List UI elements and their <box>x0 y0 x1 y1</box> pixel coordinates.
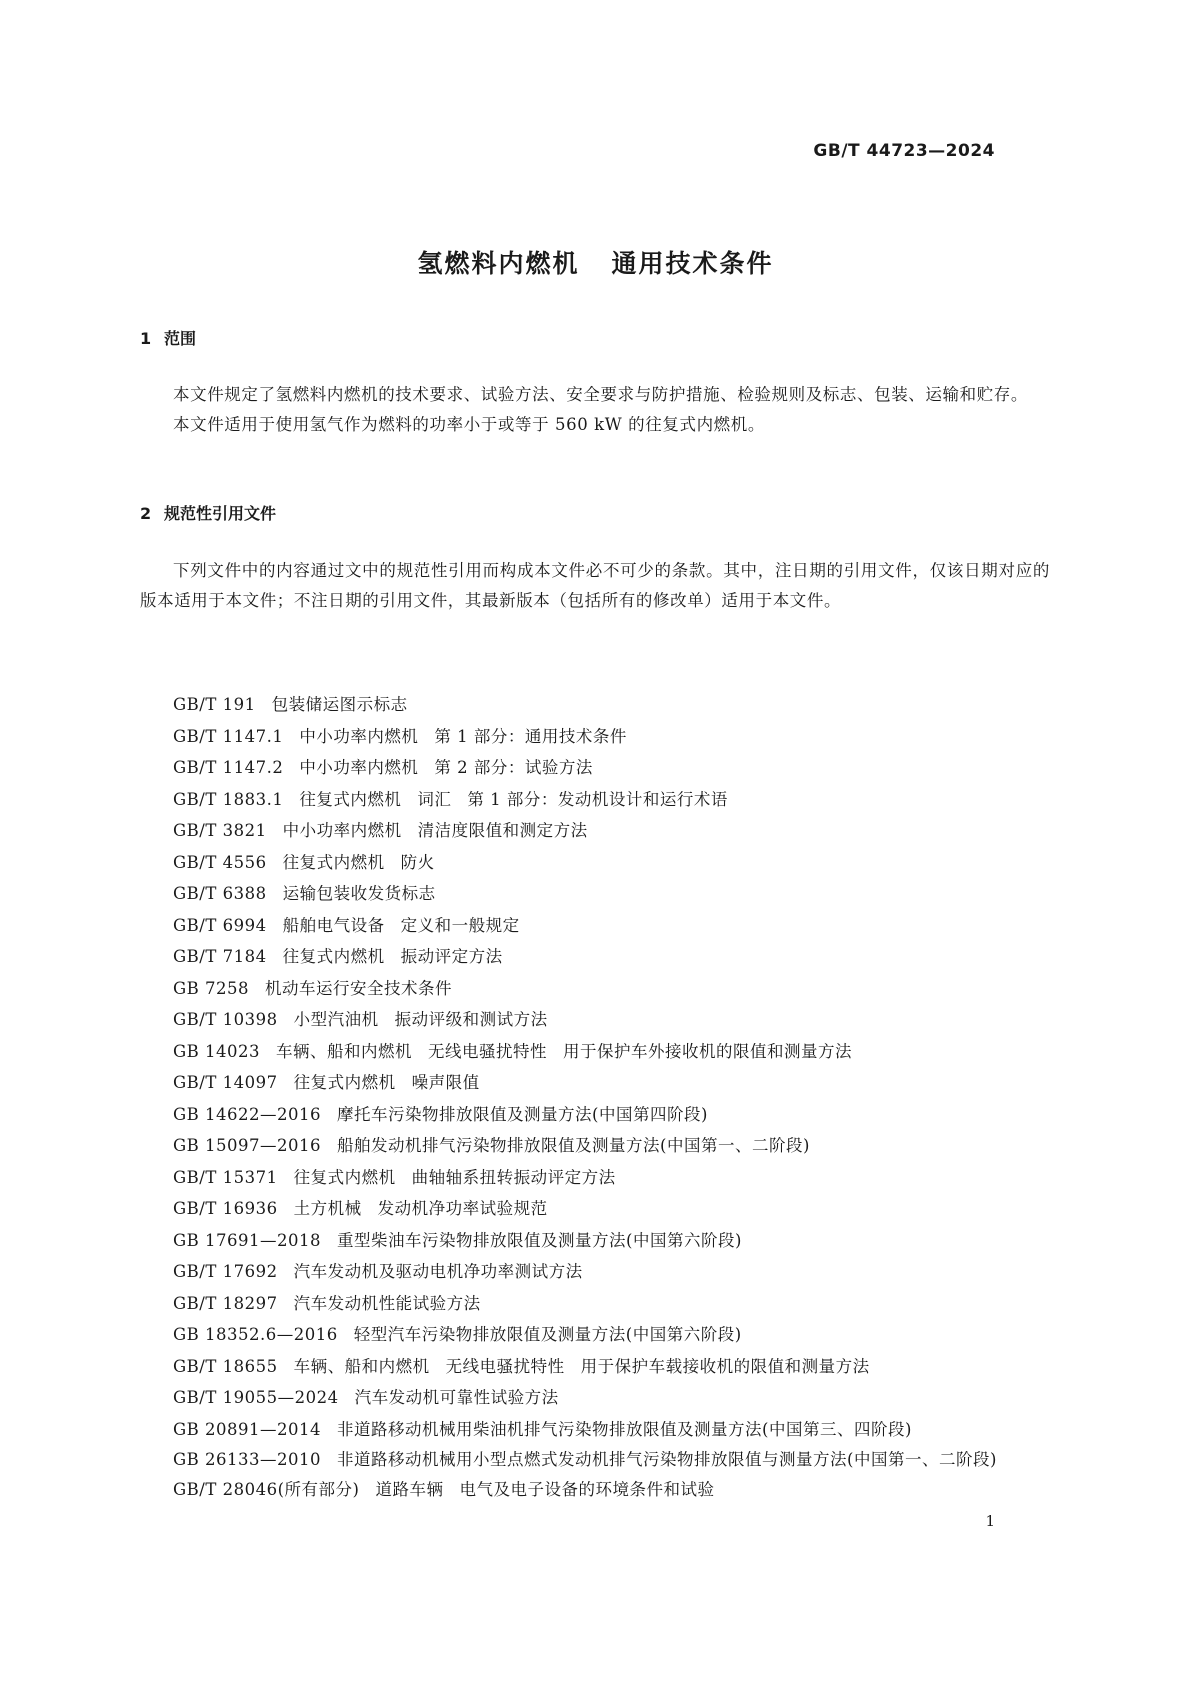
reference-title-part: 中小功率内燃机 <box>299 726 419 746</box>
reference-title-part: 汽车发动机及驱动电机净功率测试方法 <box>293 1262 583 1281</box>
reference-title-part: 中小功率内燃机 <box>299 758 419 777</box>
section-1-heading <box>140 326 196 349</box>
reference-code: GB/T 19055—2024 <box>173 1388 339 1407</box>
reference-code: GB 7258 <box>173 978 250 998</box>
reference-item <box>140 721 1050 753</box>
reference-code: GB/T 28046(所有部分) <box>173 1480 360 1499</box>
reference-code: GB/T 3821 <box>173 821 267 840</box>
reference-item <box>140 910 1050 942</box>
reference-code: GB 20891—2014 <box>173 1419 322 1439</box>
document-title <box>0 244 1191 280</box>
reference-title-part: 船舶电气设备 <box>282 915 385 935</box>
reference-title-part: 往复式内燃机 <box>282 852 385 872</box>
reference-code: GB/T 15371 <box>173 1167 278 1187</box>
reference-title-part: 车辆、船和内燃机 <box>293 1356 430 1376</box>
reference-title-part: 往复式内燃机 <box>293 1073 396 1092</box>
reference-item <box>140 941 1050 973</box>
reference-title-part: 振动评定方法 <box>400 947 503 966</box>
reference-item <box>140 1193 1050 1225</box>
reference-title-part: 摩托车污染物排放限值及测量方法(中国第四阶段) <box>337 1104 708 1124</box>
reference-title-part: 第 1 部分：发动机设计和运行术语 <box>467 789 728 809</box>
reference-item <box>140 847 1050 879</box>
section-title: 范围 <box>164 329 197 348</box>
reference-item <box>140 1256 1050 1288</box>
reference-item <box>140 973 1050 1005</box>
reference-code: GB/T 1147.1 <box>173 726 284 746</box>
reference-title-part: 重型柴油车污染物排放限值及测量方法(中国第六阶段) <box>337 1230 742 1250</box>
reference-title-part: 往复式内燃机 <box>293 1167 396 1187</box>
paragraph: 本文件适用于使用氢气作为燃料的功率小于或等于 560 kW 的往复式内燃机。 <box>173 414 765 434</box>
reference-item <box>140 1067 1050 1099</box>
section-number: 1 <box>140 329 152 348</box>
reference-item <box>140 1099 1050 1131</box>
reference-item <box>140 878 1050 910</box>
reference-title-part: 汽车发动机性能试验方法 <box>293 1293 481 1313</box>
reference-title-part: 小型汽油机 <box>293 1010 379 1029</box>
standard-code: GB/T 44723—2024 <box>813 141 995 161</box>
reference-title-part: 中小功率内燃机 <box>282 821 402 840</box>
reference-code: GB 18352.6—2016 <box>173 1325 338 1344</box>
title-sub: 通用技术条件 <box>611 249 774 278</box>
reference-title-part: 词汇 <box>417 789 452 809</box>
reference-title-part: 第 1 部分：通用技术条件 <box>434 726 627 746</box>
reference-code: GB/T 16936 <box>173 1199 278 1218</box>
reference-title-part: 包装储运图示标志 <box>271 695 408 714</box>
reference-title-part: 车辆、船和内燃机 <box>276 1041 413 1061</box>
reference-item <box>140 752 1050 784</box>
reference-code: GB/T 7184 <box>173 947 267 966</box>
reference-title-part: 汽车发动机可靠性试验方法 <box>354 1388 559 1407</box>
reference-code: GB/T 18655 <box>173 1356 278 1376</box>
reference-title-part: 土方机械 <box>293 1199 362 1218</box>
reference-code: GB/T 17692 <box>173 1262 278 1281</box>
reference-title-part: 振动评级和测试方法 <box>394 1010 548 1029</box>
section-2-heading <box>140 501 276 524</box>
reference-item <box>140 1288 1050 1320</box>
section-2-body <box>140 556 1050 615</box>
reference-item <box>140 1004 1050 1036</box>
reference-code: GB/T 10398 <box>173 1010 278 1029</box>
page-number: 1 <box>985 1512 995 1530</box>
reference-item <box>140 1162 1050 1194</box>
reference-item <box>140 689 1050 721</box>
reference-code: GB/T 18297 <box>173 1293 278 1313</box>
reference-title-part: 用于保护车载接收机的限值和测量方法 <box>580 1356 870 1376</box>
reference-title-part: 电气及电子设备的环境条件和试验 <box>459 1480 715 1499</box>
reference-title-part: 道路车辆 <box>375 1480 444 1499</box>
reference-title-part: 机动车运行安全技术条件 <box>265 978 453 998</box>
reference-item <box>140 1351 1050 1383</box>
reference-item <box>140 1319 1050 1351</box>
reference-code: GB 26133—2010 <box>173 1450 322 1469</box>
reference-code: GB 15097—2016 <box>173 1136 322 1155</box>
reference-code: GB 17691—2018 <box>173 1230 322 1250</box>
reference-title-part: 非道路移动机械用小型点燃式发动机排气污染物排放限值与测量方法(中国第一、二阶段) <box>337 1450 997 1469</box>
reference-title-part: 无线电骚扰特性 <box>445 1356 565 1376</box>
reference-title-part: 防火 <box>400 852 435 872</box>
reference-item <box>140 1130 1050 1162</box>
reference-item <box>140 1225 1050 1257</box>
reference-item <box>140 1036 1050 1068</box>
reference-title-part: 轻型汽车污染物排放限值及测量方法(中国第六阶段) <box>353 1325 742 1344</box>
reference-code: GB 14622—2016 <box>173 1104 322 1124</box>
reference-item <box>140 815 1050 847</box>
reference-title-part: 往复式内燃机 <box>282 947 385 966</box>
reference-title-part: 无线电骚扰特性 <box>428 1041 548 1061</box>
normative-references-list <box>140 689 1050 1506</box>
reference-code: GB/T 191 <box>173 695 256 714</box>
reference-code: GB/T 14097 <box>173 1073 278 1092</box>
section-title: 规范性引用文件 <box>164 504 277 523</box>
reference-code: GB/T 1883.1 <box>173 789 284 809</box>
reference-title-part: 非道路移动机械用柴油机排气污染物排放限值及测量方法(中国第三、四阶段) <box>337 1419 912 1439</box>
reference-title-part: 用于保护车外接收机的限值和测量方法 <box>563 1041 853 1061</box>
reference-title-part: 发动机净功率试验规范 <box>377 1199 548 1218</box>
paragraph: 本文件规定了氢燃料内燃机的技术要求、试验方法、安全要求与防护措施、检验规则及标志、包装、运输和贮存。 <box>173 385 1028 404</box>
reference-title-part: 曲轴轴系扭转振动评定方法 <box>411 1167 616 1187</box>
reference-item <box>140 1474 1050 1506</box>
title-main: 氢燃料内燃机 <box>417 249 580 278</box>
reference-title-part: 清洁度限值和测定方法 <box>417 821 588 840</box>
reference-code: GB/T 4556 <box>173 852 267 872</box>
reference-code: GB 14023 <box>173 1041 261 1061</box>
reference-title-part: 定义和一般规定 <box>400 915 520 935</box>
reference-item <box>140 784 1050 816</box>
reference-code: GB/T 6994 <box>173 915 267 935</box>
section-1-body <box>140 380 1050 439</box>
reference-title-part: 运输包装收发货标志 <box>282 884 436 903</box>
reference-item <box>140 1445 1050 1474</box>
paragraph: 下列文件中的内容通过文中的规范性引用而构成本文件必不可少的条款。其中，注日期的引用文件，仅该日期对应的版本适用于本文件；不注日期的引用文件，其最新版本（包括所有的修改单）适用于本文件。 <box>140 561 1050 610</box>
reference-item <box>140 1414 1050 1446</box>
reference-item <box>140 1382 1050 1414</box>
reference-title-part: 第 2 部分：试验方法 <box>434 758 593 777</box>
reference-code: GB/T 1147.2 <box>173 758 284 777</box>
reference-title-part: 往复式内燃机 <box>299 789 402 809</box>
section-number: 2 <box>140 504 152 523</box>
reference-code: GB/T 6388 <box>173 884 267 903</box>
reference-title-part: 噪声限值 <box>411 1073 480 1092</box>
reference-title-part: 船舶发动机排气污染物排放限值及测量方法(中国第一、二阶段) <box>337 1136 810 1155</box>
